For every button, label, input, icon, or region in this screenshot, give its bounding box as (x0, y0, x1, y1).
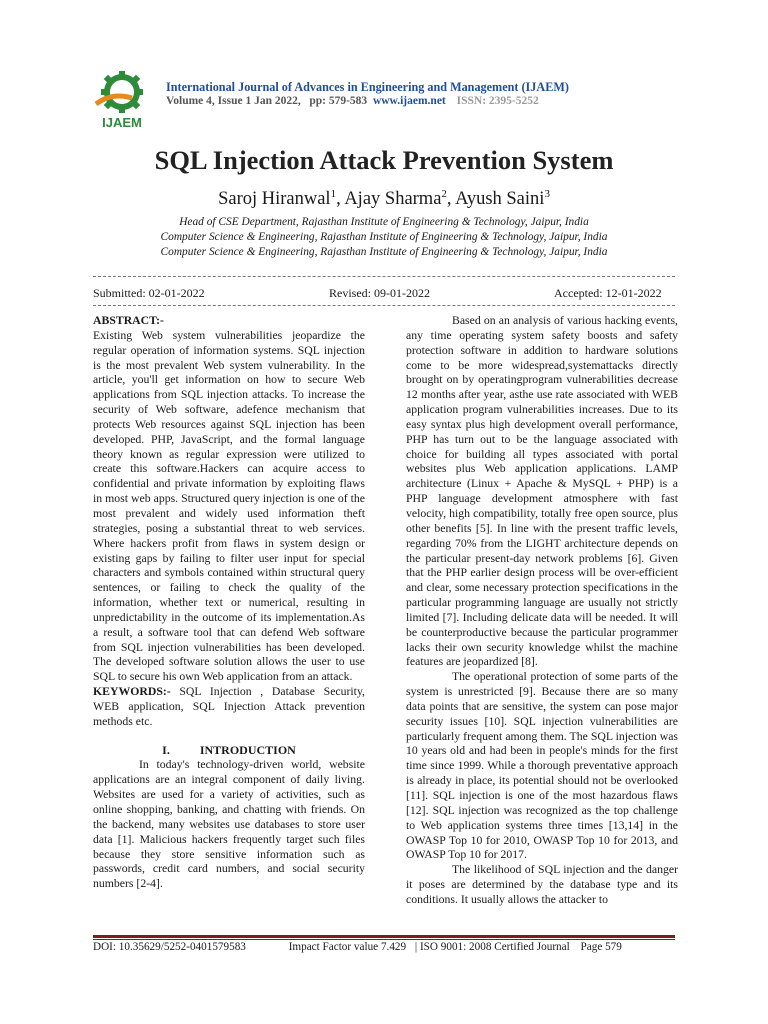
impact-factor: Impact Factor value 7.429 (288, 941, 407, 953)
affiliation: Computer Science & Engineering, Rajasthan Institute of Engineering & Technology, Jaipur, India (160, 246, 608, 258)
journal-name: International Journal of Advances in Engineering and Management (IJAEM) (166, 80, 569, 94)
volume-issue: Volume 4, Issue 1 Jan 2022, (166, 95, 301, 107)
abstract-text: Existing Web system vulnerabilities jeopardize the regular operation of information systems. SQL injection is the most prevalent Web system vulnerability. In the article, you'll get information on how to secure Web applications from SQL injection attacks. To increase the security of Web software, adefence mechanism that protects Web resources against SQL injection has been developed. PHP, JavaScript, and the formal language theory known as regular expression were utilized to create this software.Hackers can acquire access to confidential and private information by exploiting flaws in most web apps. Structured query injection is one of the most prevalent and widely used information theft strategies, posing a substantial threat to web services. Where hackers profit from flaws in system design or existing gaps by failing to filter user input for special characters and symbols contained within structural query sentences, or failing to check the quality of the information, whether text or numerical, resulting in unpredictability in the outcome of its implementation.As a result, a software tool that can defend Web software from SQL injection vulnerabilities has been developed. The developed software solution allows the user to use SQL to secure his own Web application from an attack. (93, 328, 365, 684)
page-range: pp: 579-583 (309, 95, 368, 107)
abstract-label: ABSTRACT:- (93, 314, 164, 327)
revised-date: Revised: 09-01-2022 (329, 286, 430, 300)
keywords (93, 685, 365, 730)
author-name: Ayush Saini (455, 189, 545, 210)
affiliation: Head of CSE Department, Rajasthan Institute of Engineering & Technology, Jaipur, India (179, 216, 589, 228)
section-title: INTRODUCTION (199, 742, 296, 757)
section-heading-introduction (93, 743, 365, 758)
introduction-paragraph: In today's technology-driven world, website applications are an integral component of daily living. Websites are used for a variety of activities, such as online shopping, banking, and chatting with friends. On the backend, many websites use databases to store user data [1]. Malicious hackers frequently target such files because they store sensitive information such as passwords, credit card numbers, and social security numbers [2-4]. (93, 758, 365, 891)
footer-rule (93, 939, 675, 940)
journal-website-link[interactable]: www.ijaem.net (372, 95, 446, 107)
gear-icon (101, 71, 143, 113)
paper-title: SQL Injection Attack Prevention System (154, 145, 614, 175)
keywords-label: KEYWORDS:- (93, 685, 171, 699)
divider (93, 305, 675, 306)
author-name: Saroj Hiranwal (218, 189, 331, 210)
author-sup: 3 (544, 188, 550, 200)
right-column (406, 314, 678, 908)
svg-text:IJAEM: IJAEM (102, 115, 142, 130)
body-paragraph: Based on an analysis of various hacking events, any time operating system safety boosts and safety protection software in addition to hardware solutions come to be more widespread,systemattacks directly brought on by operatingprogram vulnerabilities decrease 12 months after year, asthe use rate associated with WEB application program vulnerabilities increases. Due to its easy syntax plus high development overall performance, PHP has turn out to be the language associated with choice for building all types associated with portal websites plus Web application applications. LAMP architecture (Linux + Apache & MySQL + PHP) is a PHP language development atmosphere with fast velocity, high compatibility, totally free open source, plus other benefits [5]. In line with the present traffic levels, regarding 70% from the LIGHT architecture depends on the particular present-day network problems [6]. Given that the PHP earlier design process will be over-efficient and clear, some necessary protection specifications in the particular programming language are usually not strictly limited [7]. Including delicate data will be needed. It will be counterproductive because the particular programmer lacks their own security knowledge whilst the machine features are jeopardized [8]. (406, 314, 678, 669)
left-column (93, 314, 365, 892)
section-number: I. (162, 742, 170, 757)
body-paragraph: The operational protection of some parts of the system is unrestricted [9]. Because there are so many data points that are sensitive, the system can pose major security issues [10]. SQL injection vulnerabilities are particularly frequent among them. The SQL injection was 10 years old and had been in people's minds for the first time since 1999. While a thorough preventative approach is already in place, its potential should not be overlooked [11]. SQL injection is one of the most hazardous flaws [12]. SQL injection was recognized as the top challenge to Web application systems three times [13,14] in the OWASP Top 10 for 2010, OWASP Top 10 for 2013, and OWASP Top 10 for 2017. (406, 670, 678, 862)
footer-rule (93, 935, 675, 938)
page-footer (93, 941, 675, 953)
author-name: Ajay Sharma (344, 189, 442, 210)
author-sup: 1 (330, 188, 337, 200)
accepted-date: Accepted: 12-01-2022 (554, 286, 662, 300)
divider (93, 276, 675, 277)
page-number: Page 579 (580, 941, 622, 953)
doi: DOI: 10.35629/5252-0401579583 (93, 941, 246, 953)
keywords-text: SQL Injection , Database Security, WEB application, SQL Injection Attack prevention methods etc. (93, 685, 365, 728)
submitted-date: Submitted: 02-01-2022 (93, 286, 205, 300)
affiliation: Computer Science & Engineering, Rajasthan Institute of Engineering & Technology, Jaipur, India (160, 231, 608, 243)
author-list: Saroj Hiranwal$^1$, Ajay Sharma$^2$, Ayush Saini$^3$ (218, 188, 550, 210)
iso-certification: | ISO 9001: 2008 Certified Journal (414, 941, 570, 953)
body-paragraph: The likelihood of SQL injection and the danger it poses are determined by the database type and its conditions. It usually allows the attacker to (406, 863, 678, 906)
ijaem-logo (92, 70, 156, 130)
author-sup: 2 (441, 188, 447, 200)
issn: ISSN: 2395-5252 (456, 95, 539, 107)
journal-issue-line (166, 95, 539, 107)
